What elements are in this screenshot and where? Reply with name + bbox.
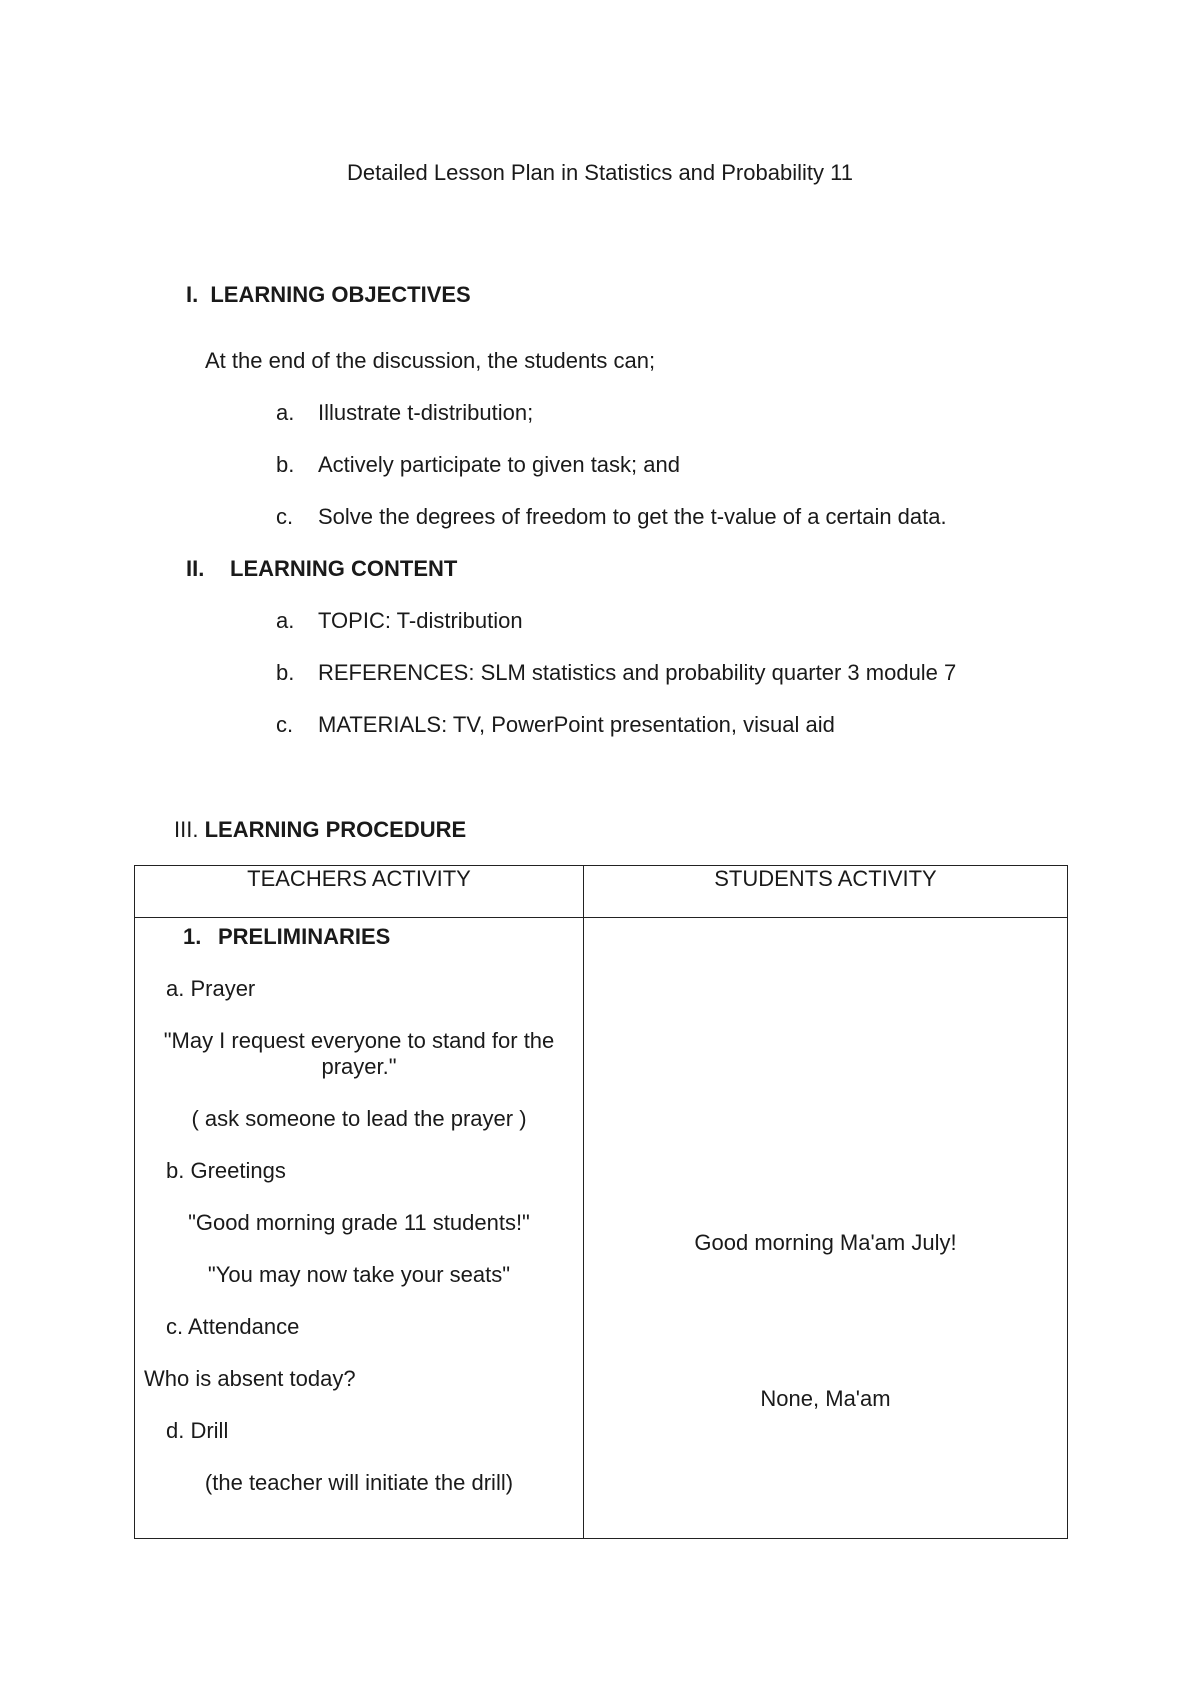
list-marker: b. — [276, 660, 295, 685]
procedure-table — [134, 865, 1068, 1539]
prayer-note: ( ask someone to lead the prayer ) — [191, 1106, 527, 1131]
greetings-label: b. Greetings — [166, 1158, 286, 1183]
list-text: TOPIC: T-distribution — [318, 608, 523, 633]
list-text: MATERIALS: TV, PowerPoint presentation, visual aid — [318, 712, 835, 737]
student-activity-cell — [584, 918, 1068, 1539]
preliminaries-number: 1. — [183, 924, 202, 949]
table-row — [135, 918, 1068, 1539]
prayer-quote: "May I request everyone to stand for the prayer." — [163, 1028, 555, 1079]
list-text: Solve the degrees of freedom to get the t-value of a certain data. — [318, 504, 947, 529]
attendance-label: c. Attendance — [166, 1314, 300, 1339]
list-text: Illustrate t-distribution; — [318, 400, 534, 425]
section-2-title: LEARNING CONTENT — [230, 556, 458, 581]
preliminaries-title: PRELIMINARIES — [218, 924, 391, 949]
attendance-question: Who is absent today? — [144, 1366, 356, 1391]
teacher-activity-cell — [135, 918, 584, 1539]
greeting-reply: Good morning Ma'am July! — [694, 1230, 957, 1255]
preliminaries-heading — [183, 924, 390, 950]
list-marker: c. — [276, 712, 294, 737]
list-marker: c. — [276, 504, 294, 529]
objectives-intro: At the end of the discussion, the students can; — [205, 348, 656, 373]
drill-label: d. Drill — [166, 1418, 229, 1443]
list-marker: b. — [276, 452, 295, 477]
list-text: Actively participate to given task; and — [318, 452, 680, 477]
list-marker: a. — [276, 608, 295, 633]
attendance-reply: None, Ma'am — [760, 1386, 891, 1411]
seat-instruction: "You may now take your seats" — [207, 1262, 511, 1287]
objective-item — [276, 400, 533, 426]
list-text: REFERENCES: SLM statistics and probability quarter 3 module 7 — [318, 660, 957, 685]
section-2-numeral: II. — [186, 556, 205, 581]
students-activity-header: STUDENTS ACTIVITY — [584, 866, 1068, 918]
teachers-activity-header: TEACHERS ACTIVITY — [135, 866, 584, 918]
content-item — [276, 660, 956, 686]
section-2-heading — [186, 556, 457, 582]
greetings-quote: "Good morning grade 11 students!" — [188, 1210, 530, 1235]
list-marker: a. — [276, 400, 295, 425]
prayer-label: a. Prayer — [166, 976, 256, 1001]
section-3-numeral: III. — [174, 817, 199, 842]
section-1-heading — [186, 282, 471, 308]
drill-note: (the teacher will initiate the drill) — [204, 1470, 514, 1495]
section-3-title: LEARNING PROCEDURE — [204, 817, 467, 842]
objective-item — [276, 504, 947, 530]
content-item — [276, 712, 835, 738]
table-header-row — [135, 866, 1068, 918]
section-3-heading — [174, 817, 466, 843]
section-1-title: LEARNING OBJECTIVES — [210, 282, 471, 307]
content-item — [276, 608, 523, 634]
document-title: Detailed Lesson Plan in Statistics and Probability 11 — [347, 160, 853, 185]
objective-item — [276, 452, 680, 478]
section-1-numeral: I. — [186, 282, 199, 307]
